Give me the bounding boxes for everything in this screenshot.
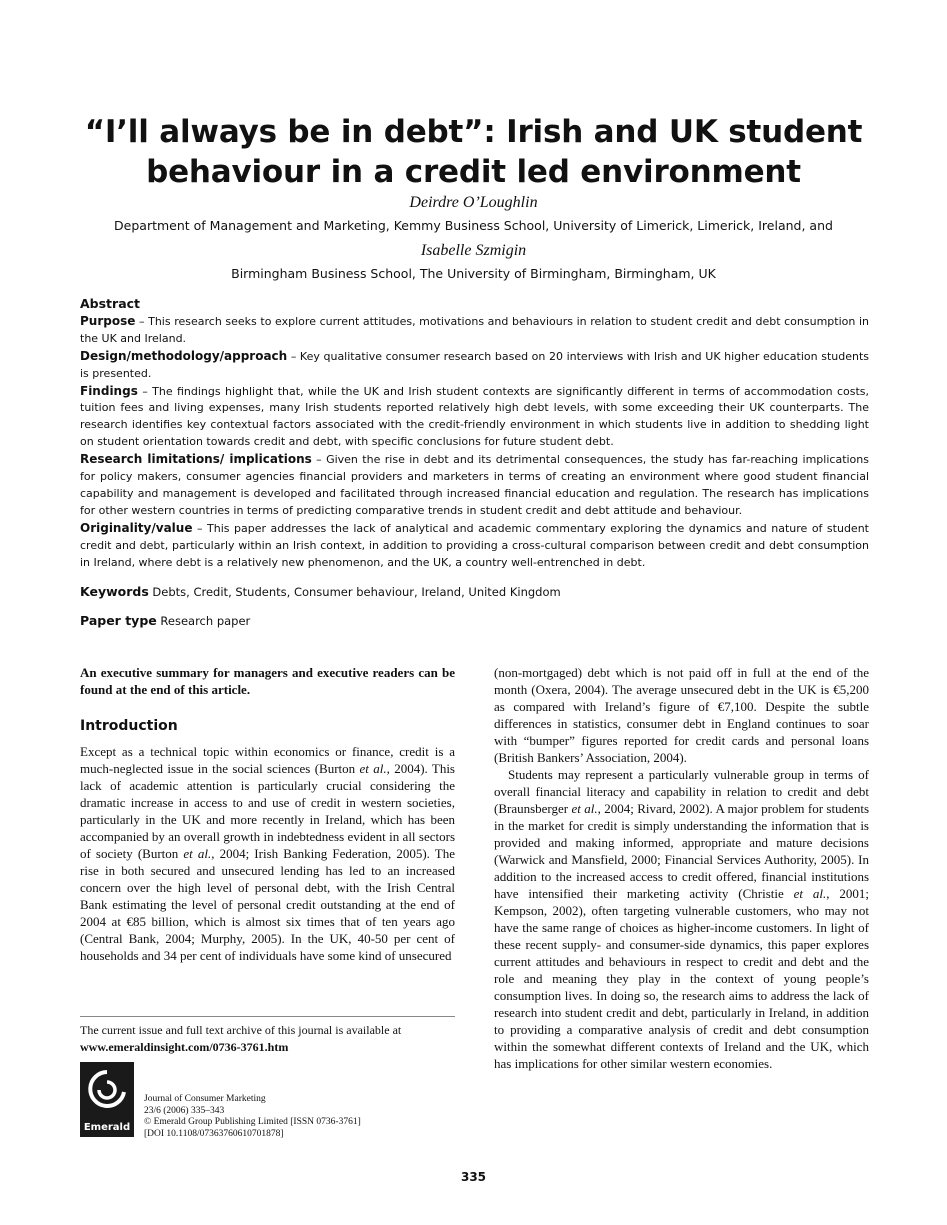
- paper-title: [60, 112, 887, 192]
- left-column: [80, 664, 455, 964]
- keywords: Keywords Debts, Credit, Students, Consumer behaviour, Ireland, United Kingdom: [80, 584, 561, 599]
- title-line-2: behaviour in a credit led environment: [146, 154, 801, 190]
- abstract-purpose: Purpose – This research seeks to explore current attitudes, motivations and behaviours in relation to student credit and debt consumption in the UK and Ireland.: [80, 313, 869, 345]
- right-column: [494, 664, 869, 1072]
- introduction-paragraph: Except as a technical topic within economics or finance, credit is a much-neglected issue in the social sciences (Burton et al., 2004). This lack of academic attention is particularly crucial considering the dramatic increase in access to and use of credit in western societies, particularly in the UK and more recently in Ireland, which has been accompanied by an overall growth in indebtedness evident in all sectors of society (Burton et al., 2004; Irish Banking Federation, 2005). The rise in both secured and unsecured lending has led to an increased concern over the high level of personal debt, with the Irish Central Bank estimating the level of personal credit outstanding at the end of 2004 at €85 billion, which is almost six times that of ten years ago (Central Bank, 2004; Murphy, 2005). In the UK, 40-50 per cent of households and 34 per cent of individuals have some kind of unsecured: [80, 744, 455, 963]
- author-2: Isabelle Szmigin: [420, 242, 527, 259]
- journal-info: [144, 1094, 361, 1140]
- footnote-divider: [80, 1016, 455, 1017]
- body-paragraph-1: (non-mortgaged) debt which is not paid off in full at the end of the month (Oxera, 2004). The average unsecured debt in the UK is €5,200 as compared with Ireland’s figure of €7,100. Despite the subtle differences in statistics, consumer debt in England continues to soar with “bumper” figures reported for credit cards and personal loans (British Bankers’ Association, 2004).: [494, 665, 869, 765]
- journal-copyright: © Emerald Group Publishing Limited [ISSN 0736-3761]: [144, 1117, 361, 1127]
- abstract-heading: Abstract: [80, 296, 141, 311]
- archive-url[interactable]: www.emeraldinsight.com/0736-3761.htm: [80, 1040, 289, 1054]
- abstract: [80, 296, 869, 572]
- journal-issue: 23/6 (2006) 335–343: [144, 1105, 225, 1116]
- title-line-1: “I’ll always be in debt”: Irish and UK student: [84, 114, 863, 150]
- journal-name: Journal of Consumer Marketing: [144, 1094, 266, 1104]
- author-1: Deirdre O’Loughlin: [409, 194, 538, 211]
- abstract-originality: Originality/value – This paper addresses the lack of analytical and academic commentary exploring the dynamics and nature of student credit and debt, particularly within an Irish context, in addition to providing a cross-cultural comparison between credit and debt consumption in Ireland, where debt is a relatively new phenomenon, and the UK, a country well-entrenched in debt.: [80, 520, 869, 569]
- abstract-findings: Findings – The findings highlight that, while the UK and Irish student contexts are significantly different in terms of accommodation costs, tuition fees and living expenses, many Irish students reported relatively high debt levels, with some exceeding their UK counterparts. The research identifies key contextual factors associated with the credit-friendly environment in which students live in addition to shedding light on student orientation towards credit and debt, with specific conclusions for future student debt.: [80, 383, 869, 449]
- emerald-logo-label: Emerald: [83, 1122, 131, 1133]
- executive-summary-note: An executive summary for managers and executive readers can be found at the end of this article.: [80, 665, 455, 697]
- abstract-design: Design/methodology/approach – Key qualitative consumer research based on 20 interviews with Irish and UK higher education students is presented.: [80, 348, 869, 380]
- introduction-heading: Introduction: [80, 718, 178, 734]
- emerald-logo: [80, 1062, 134, 1137]
- archive-note: [80, 1022, 455, 1056]
- journal-doi: [DOI 10.1108/07363760610701878]: [144, 1128, 284, 1139]
- page-number: 335: [460, 1170, 487, 1184]
- affiliation-2: Birmingham Business School, The University of Birmingham, Birmingham, UK: [231, 266, 716, 281]
- abstract-limitations: Research limitations/ implications – Given the rise in debt and its detrimental consequences, the study has far-reaching implications for policy makers, consumer agencies financial providers and marketers in terms of creating an environment where good student financial capability and management is developed and facilitated through increased financial education and regulation. The research has implications for other western countries in terms of predicting comparative trends in student credit and debt attitude and behaviour.: [80, 452, 869, 517]
- emerald-logo-icon: [80, 1062, 134, 1120]
- paper-type: Paper type Research paper: [80, 613, 251, 628]
- body-paragraph-2: Students may represent a particularly vulnerable group in terms of overall financial literacy and capability in relation to credit and debt (Braunsberger et al., 2004; Rivard, 2002). A major problem for students in the market for credit is simply understanding the information that is provided and making informed, appropriate and mature decisions (Warwick and Mansfield, 2000; Financial Services Authority, 2005). In addition to the increased access to credit offered, financial institutions have intensified their marketing activity (Christie et al., 2001; Kempson, 2002), often targeting vulnerable customers, who may not have the same range of choices as higher-income customers. In light of these recent supply- and consumer-side dynamics, this paper explores current attitudes and behaviours in respect to credit and debt and the role and meaning they play in the context of young people’s consumption lives. In doing so, the research aims to address the lack of research into student credit and debt, particularly in Ireland, in addition to providing a comparative analysis of credit and debt consumption within the somewhat different contexts of Ireland and the UK, which has implications for other similar western economies.: [494, 767, 870, 1071]
- archive-text: The current issue and full text archive of this journal is available at: [80, 1023, 402, 1037]
- affiliation-1: Department of Management and Marketing, Kemmy Business School, University of Limerick, Limerick, Ireland, and: [114, 218, 833, 233]
